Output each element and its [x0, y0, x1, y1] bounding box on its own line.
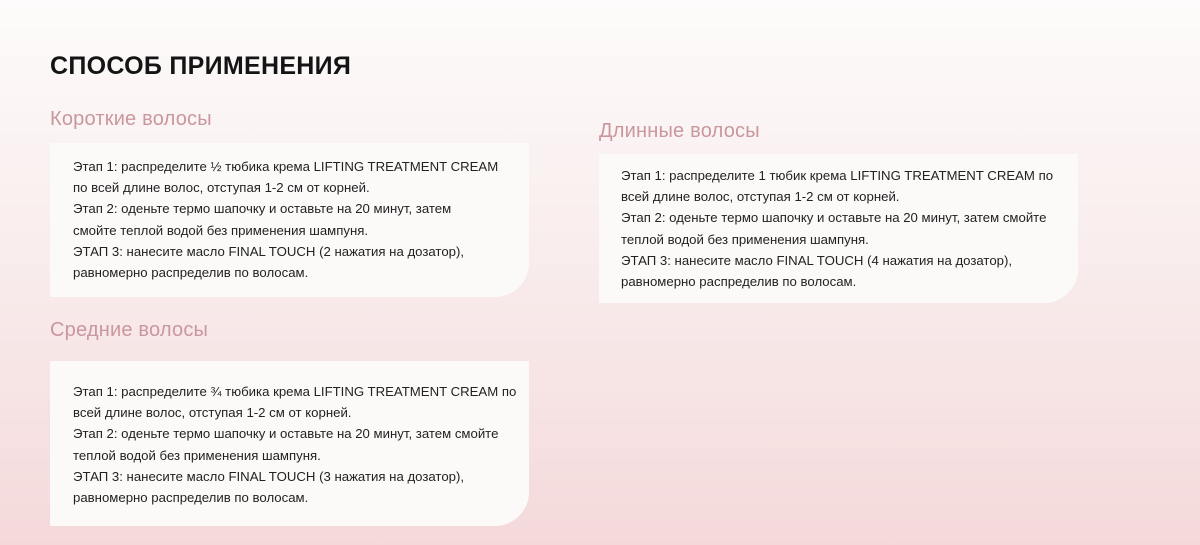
short-hair-instructions-card	[50, 143, 529, 297]
short-hair-heading: Короткие волосы	[50, 108, 212, 130]
instruction-line: Этап 2: оденьте термо шапочку и оставьте на 20 минут, затем	[73, 201, 452, 217]
medium-hair-heading: Средние волосы	[50, 319, 209, 341]
instruction-line: теплой водой без применения шампуня.	[73, 447, 321, 463]
long-hair-instructions-card	[599, 154, 1078, 303]
instruction-line: Этап 1: распределите ¾ тюбика крема LIFTING TREATMENT CREAM по	[73, 384, 517, 399]
page-title: СПОСОБ ПРИМЕНЕНИЯ	[50, 52, 352, 80]
instruction-line: Этап 1: распределите 1 тюбик крема LIFTING TREATMENT CREAM по	[621, 168, 1054, 183]
instruction-line: всей длине волос, отступая 1-2 см от корней.	[621, 189, 900, 205]
medium-hair-instructions-card	[50, 361, 529, 526]
instruction-line: ЭТАП 3: нанесите масло FINAL TOUCH (3 нажатия на дозатор),	[73, 468, 465, 484]
instruction-line: равномерно распределив по волосам.	[73, 490, 309, 506]
instruction-line: теплой водой без применения шампуня.	[621, 231, 869, 247]
short-hair-section	[50, 106, 529, 297]
instruction-line: Этап 2: оденьте термо шапочку и оставьте на 20 минут, затем смойте	[73, 426, 499, 442]
instruction-line: всей длине волос, отступая 1-2 см от корней.	[73, 405, 352, 421]
instruction-line: равномерно распределив по волосам.	[621, 274, 857, 290]
instruction-line: ЭТАП 3: нанесите масло FINAL TOUCH (2 нажатия на дозатор),	[73, 243, 465, 259]
long-hair-heading: Длинные волосы	[599, 120, 760, 142]
instruction-line: равномерно распределив по волосам.	[73, 265, 309, 281]
instruction-line: Этап 2: оденьте термо шапочку и оставьте на 20 минут, затем смойте	[621, 210, 1047, 226]
medium-hair-section	[50, 317, 529, 526]
long-hair-section	[599, 118, 1078, 303]
instruction-line: по всей длине волос, отступая 1-2 см от корней.	[73, 180, 370, 196]
instruction-line: ЭТАП 3: нанесите масло FINAL TOUCH (4 нажатия на дозатор),	[621, 252, 1013, 268]
instruction-line: Этап 1: распределите ½ тюбика крема LIFTING TREATMENT CREAM	[73, 159, 499, 174]
instruction-line: смойте теплой водой без применения шампуня.	[73, 222, 369, 238]
